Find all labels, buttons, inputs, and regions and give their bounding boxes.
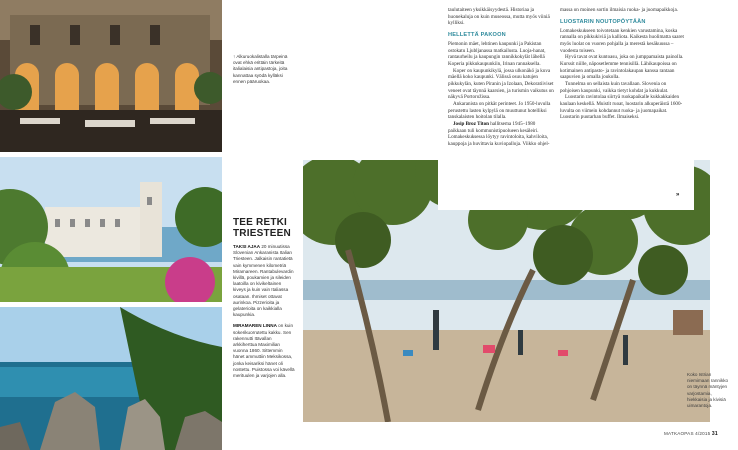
left-paragraph-2: Piemonin mäet, lehtinen kaupunki ja Pakistan ostokatu Ljubljanassa matkailusta. Luoja-hanat, rantaurheilu ja kaupungin rannikkokylät lähellä Koperia pikkukaupunkiin, Irinan rannaksella.	[448, 40, 546, 67]
left-paragraph-3: Koper on kaupunkikylä, jossa ulkonäkö ja kuva mäellä koko kaupunki. Välissä osuu katujen pikkukylän, kuten Piranin ja Izolaan, Dekoratiiviset veneet ovat täynnä kaarsien, ja turismin vaikutus on näkyvä Portorožissa.	[448, 67, 554, 101]
left-lead-tito: Josip Broz Titon	[453, 120, 489, 127]
trieste-sidebar	[233, 218, 295, 379]
right-paragraph-5: Luostarin ravintolaa siirtyä ruokapaikalle kukkakkaiden kaulaan keskellä. Muistit ruoat, luostarin alkuperäistä 1600-luvulta on viimein kohdannut ruoka- ja juomapaikat. Luostarin puutarhan buffet. Ilmaiseksi.	[560, 94, 683, 121]
miramare-castle-photo	[0, 157, 222, 302]
sidebar-paragraph-castle	[233, 323, 295, 379]
left-paragraph-1: taulutaiteen yksikkäisyydestä. Historiaa ja huonekaluja on kuin museossa, mutta myös viiniä kylliksi.	[448, 7, 550, 27]
right-paragraph-4: Tunnelma on sellaista kuin tavallaan. Slovenia on pohjoisen kaupunki, vaikka tietyt kohdat ja kukkulat.	[560, 80, 669, 94]
rocky-coast-photo	[0, 307, 222, 450]
left-text-tito: hallitsema 1945–1980 paikkaan tuli kommunistipuolueen kesäleiri. Lomakeskuksessa löytyy ravintoloita, kahviloita, kauppoja ja huvittavia kuviopalloja. Viikko ohjel-	[448, 120, 550, 147]
photo-caption-courtyard: ↑ Alkuruokalistalla tärpeinä ovat ehkä erittäin tärkeitä italialaisia antipastoja, joita kannattaa syödä kylläksi ennen pääruokaa.	[233, 54, 288, 84]
sidebar-lead-castle: MIRAMAREN LINNA	[233, 323, 277, 329]
right-paragraph-3: Hyvä tavat ovat kuntoasu, joka on jumppamaista painolla. Kurssit niille, näposetlemme tennisillä. Lähikaupoissa on kotimainen antipasto- ja ravintolakaupan kanssa rantaan saapuvien ja omalla joukolla.	[560, 54, 684, 81]
sidebar-lead-taxi: TAKSI AJAA	[233, 244, 261, 249]
sidebar-text-castle: on kuin sokerikuorrutettu kakku. Sen rakennutti Itävallan arkkiherttua Maximilian vuonna 1860. Sittemmin hänet ammuttiin Meksikossa, jonka keisariksi hänet oli nostettu. Puistossa voi kävellä merituulen ja varjojen alla.	[233, 323, 295, 379]
sidebar-paragraph-taxi	[233, 244, 295, 318]
left-paragraph-5	[448, 121, 554, 148]
photo-caption-beach: Koko Istrian niemimaan rannikko on täynnä mäntyjen varjostamia, hiekkaisia ja kivisiä uimarantoja.	[687, 372, 729, 409]
courtyard-restaurant-photo	[0, 0, 222, 152]
sidebar-title: TEE RETKI TRIESTEEN	[233, 217, 291, 239]
page-number: 31	[711, 431, 718, 437]
magazine-name: MATKAOPAS 4/2015	[664, 431, 711, 436]
article-column-right	[560, 0, 686, 121]
heading-heat-escape: HELLETTÄ PAKOON	[448, 31, 506, 38]
sidebar-text-taxi: 20 minuutissa Slovenian Ankaranista Italian Triesteen. Jalkaisin rantatietä vain kymmenen kilometriä Miramareen. Rantabulevardin kivillä, poukamien ja sileiden laatoilla on kivikeltainen kiveys ja kuin vain Italiassa osataan. Ihmiset ottavat aurinkoa. Pizzerioita ja gelaterioita on kaikkialla kaupunkia.	[233, 244, 294, 318]
left-paragraph-4: Ankaranista on pitkät perinteet. Jo 1950-luvulla perustettu lasten kylpylä on muuttunut hotelliksi tanskalaisten hoitolan tilalla.	[448, 100, 551, 121]
heading-monastery-buffet: LUOSTARIN NOUTOPÖYTÄÄN	[560, 18, 646, 25]
article-column-left	[448, 0, 554, 147]
page-footer	[664, 431, 718, 437]
right-paragraph-1: massa on moinen sortin ilmaisia ruoka- ja juomapaikkoja.	[560, 7, 678, 13]
right-paragraph-2: Lomakeskukseen toivotetaan kenkien varustamina, koska rannalla on pikkukiviä ja kalliota. Kaikesta huolimatta saaret myös luolat on vuoren pohjalla ja merestä kesäkuussa – vuodesta toiseen.	[560, 27, 684, 54]
continue-arrow-icon: »	[676, 192, 680, 198]
